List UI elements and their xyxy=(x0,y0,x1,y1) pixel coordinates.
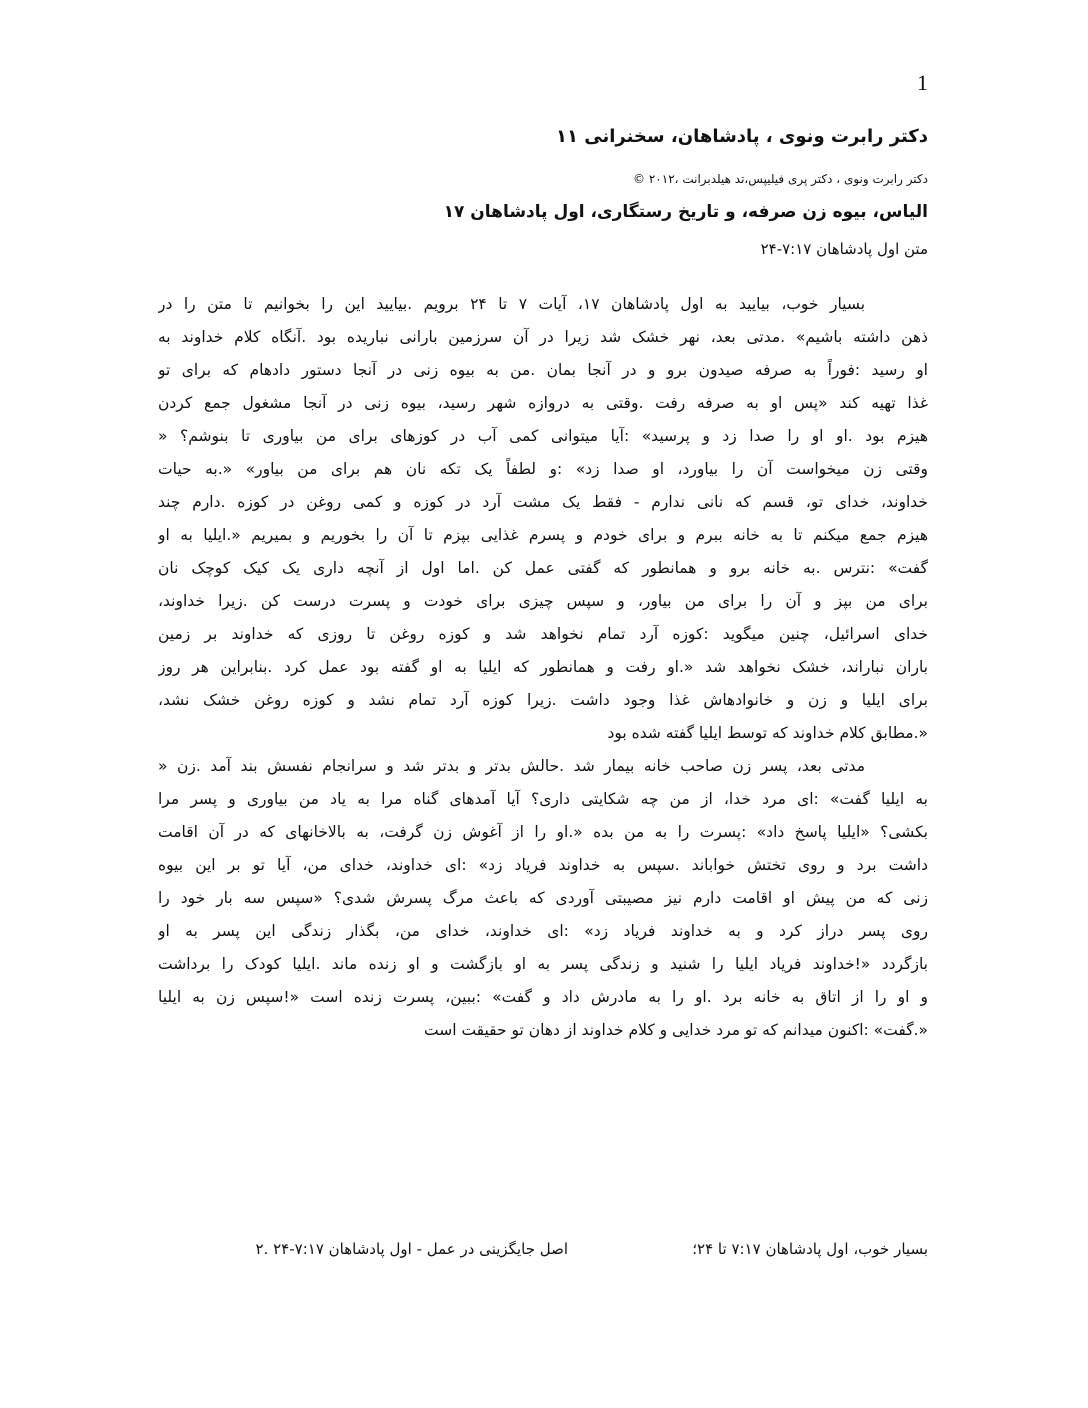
scripture-reference: متن اول پادشاهان ۷:۱۷-۲۴ xyxy=(760,240,928,258)
text-line: روی پسر دراز کرد و به خداوند فریاد زد» :ای خداوند، خدای من، بگذار زندگی این پسر به او xyxy=(158,922,928,940)
lecture-title: دکتر رابرت ونوی ، پادشاهان، سخنرانی ۱۱ xyxy=(556,126,928,147)
text-line: بازگردد «!خداوند فریاد ایلیا را شنید و زندگی پسر به او بازگشت و او زنده ماند .ایلیا کودک را برداشت xyxy=(158,955,928,973)
text-line: و او را از اتاق به خانه برد .او را به مادرش داد و گفت» :ببین، پسرت زنده است «!سپس زن به ایلیا xyxy=(158,988,928,1006)
text-line: برای من بپز و آن را برای من بیاور، و سپس چیزی برای خودت و پسرت درست کن .زیرا خداوند، xyxy=(158,592,928,610)
text-line: به ایلیا گفت» :ای مرد خدا، از من چه شکایتی داری؟ آیا آمدهای گناه مرا به یاد من بیاوری و پسر مرا xyxy=(158,790,928,808)
text-line: باران نباراند، خشک نخواهد شد «.او رفت و همانطور که ایلیا به او گفته بود عمل کرد .بنابراین هر روز xyxy=(158,658,928,676)
text-line: وقتی زن میخواست آن را بیاورد، او صدا زد» :و لطفاً یک تکه نان هم برای من بیاور» «.به حیات xyxy=(158,460,928,478)
footer-heading: اصل جایگزینی در عمل - اول پادشاهان ۷:۱۷-۲۴ .۲ xyxy=(255,1240,568,1258)
text-line: خداوند، خدای تو، قسم که نانی ندارم - فقط یک مشت آرد در کوزه و کمی روغن در کوزه .دارم چند xyxy=(158,493,928,511)
text-line: غذا تهیه کند «پس او به صرفه رفت .وقتی به دروازه شهر رسید، بیوه زنی در آنجا مشغول جمع کردن xyxy=(158,394,928,412)
text-line: هیزم جمع میکنم تا به خانه ببرم و برای خودم و پسرم غذایی بپزم تا آن را بخوریم و بمیریم «.ایلیا به او xyxy=(158,526,928,544)
text-line: زنی که من پیش او اقامت دارم نیز مصیبتی آوردی که باعث مرگ پسرش شدی؟ «سپس سه بار خود را xyxy=(158,889,928,907)
footer-reference: بسیار خوب، اول پادشاهان ۷:۱۷ تا ۲۴؛ xyxy=(692,1240,928,1258)
page-number: 1 xyxy=(917,70,928,95)
author-byline: دکتر رابرت ونوی ، دکتر پری فیلیپس،تد هیلدبرانت ،۲۰۱۲ © xyxy=(633,172,928,186)
paragraph-1 xyxy=(158,288,928,750)
text-line: «.گفت» :اکنون میدانم که تو مرد خدایی و کلام خداوند از دهان تو حقیقت است xyxy=(424,1021,928,1039)
text-line: بکشی؟ «ایلیا پاسخ داد» :پسرت را به من بده «.او را از آغوش زن گرفت، به بالاخانهای که در آن اقامت xyxy=(158,823,928,841)
text-line: گفت» :نترس .به خانه برو و همانطور که گفتی عمل کن .اما اول از آنچه داری یک کیک کوچک نان xyxy=(158,559,928,577)
text-line: مدتی بعد، پسر زن صاحب خانه بیمار شد .حالش بدتر و بدتر شد و سرانجام نفسش بند آمد .زن « xyxy=(158,757,865,775)
body-text xyxy=(158,288,928,1047)
text-line: او رسید :فوراً به صرفه صیدون برو و در آنجا بمان .من به بیوه زنی در آنجا دستور دادهام که برای تو xyxy=(158,361,928,379)
text-line: «.مطابق کلام خداوند که توسط ایلیا گفته شده بود xyxy=(607,724,928,742)
text-line: داشت برد و روی تختش خواباند .سپس به خداوند فریاد زد» :ای خداوند، خدای من، آیا تو بر این بیوه xyxy=(158,856,928,874)
lecture-subtitle: الیاس، بیوه زن صرفه، و تاریخ رستگاری، اول پادشاهان ۱۷ xyxy=(443,202,928,222)
text-line: برای ایلیا و زن و خانوادهاش غذا وجود داشت .زیرا کوزه آرد تمام نشد و کوزه روغن خشک نشد، xyxy=(158,691,928,709)
text-line: بسیار خوب، بیایید به اول پادشاهان ۱۷، آیات ۷ تا ۲۴ برویم .بیایید این را بخوانیم تا متن را در xyxy=(158,295,866,313)
paragraph-2 xyxy=(158,750,928,1047)
text-line: خدای اسرائیل، چنین میگوید :کوزه آرد تمام نخواهد شد و کوزه روغن تا روزی که خداوند بر زمین xyxy=(158,625,928,643)
text-line: هیزم بود .او او را صدا زد و پرسید» :آیا میتوانی کمی آب در کوزهای برای من بیاوری تا بنوشم؟ « xyxy=(158,427,928,445)
text-line: ذهن داشته باشیم» .مدتی بعد، نهر خشک شد زیرا در آن سرزمین بارانی نباریده بود .آنگاه کلام خداوند به xyxy=(158,328,928,346)
